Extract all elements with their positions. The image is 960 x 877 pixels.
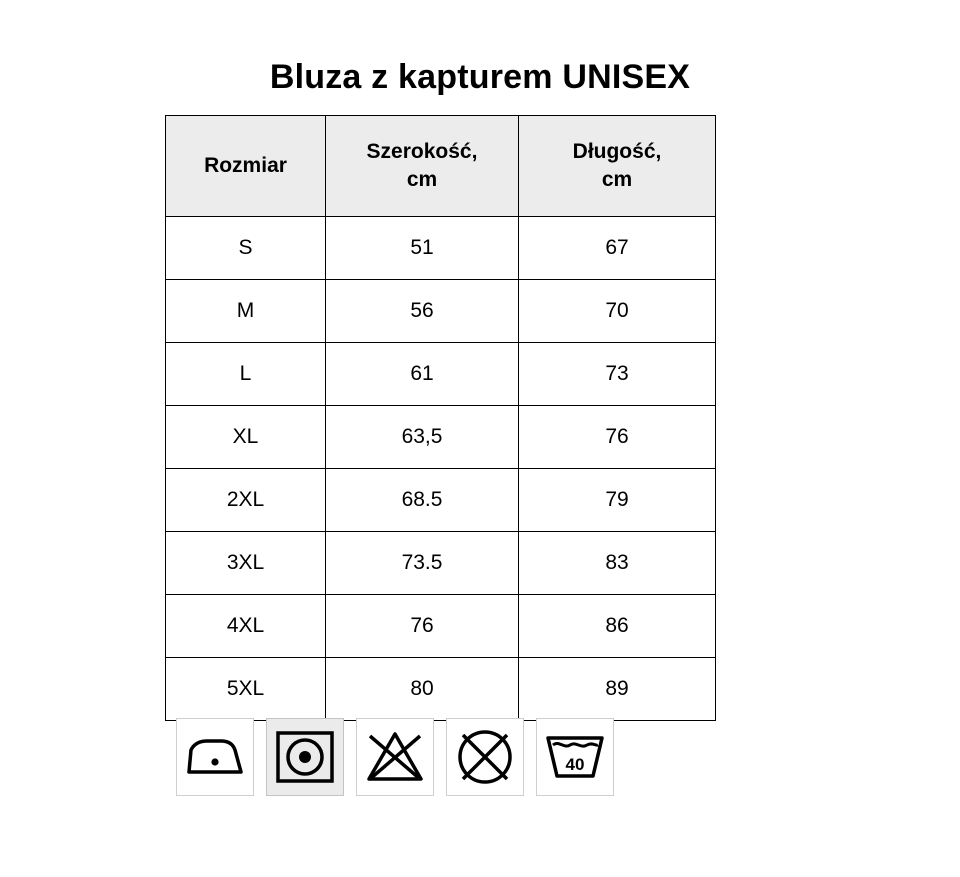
cell-size: 3XL <box>166 532 326 595</box>
table-header-row <box>166 116 716 217</box>
table-row <box>166 532 716 595</box>
cell-length: 67 <box>519 217 716 280</box>
cell-size: 5XL <box>166 658 326 721</box>
cell-width: 73.5 <box>326 532 519 595</box>
do-not-bleach-icon <box>356 718 434 796</box>
table-row <box>166 406 716 469</box>
table-row <box>166 280 716 343</box>
column-header-size <box>166 116 326 217</box>
cell-size: S <box>166 217 326 280</box>
column-header-width-line1: Szerokość, <box>366 139 478 163</box>
cell-length: 73 <box>519 343 716 406</box>
column-header-width-line2: cm <box>406 168 438 191</box>
wash-40-icon <box>536 718 614 796</box>
column-header-size-line1: Rozmiar <box>204 153 287 177</box>
cell-width: 56 <box>326 280 519 343</box>
cell-length: 89 <box>519 658 716 721</box>
cell-length: 79 <box>519 469 716 532</box>
do-not-dry-clean-icon <box>446 718 524 796</box>
column-header-length-line1: Długość, <box>572 139 662 163</box>
table-row <box>166 469 716 532</box>
cell-width: 61 <box>326 343 519 406</box>
size-table <box>165 115 716 721</box>
cell-width: 76 <box>326 595 519 658</box>
cell-length: 76 <box>519 406 716 469</box>
cell-width: 68.5 <box>326 469 519 532</box>
table-row <box>166 343 716 406</box>
cell-width: 80 <box>326 658 519 721</box>
page-title: Bluza z kapturem UNISEX <box>269 58 691 96</box>
wash-temperature-label: 40 <box>565 755 585 774</box>
cell-size: M <box>166 280 326 343</box>
iron-one-dot-icon <box>176 718 254 796</box>
table-row <box>166 217 716 280</box>
care-symbols-row <box>176 718 614 796</box>
cell-width: 51 <box>326 217 519 280</box>
cell-length: 83 <box>519 532 716 595</box>
table-row <box>166 595 716 658</box>
column-header-length <box>519 116 716 217</box>
cell-length: 70 <box>519 280 716 343</box>
cell-size: 2XL <box>166 469 326 532</box>
column-header-length-line2: cm <box>601 168 633 191</box>
cell-size: 4XL <box>166 595 326 658</box>
tumble-dry-normal-icon <box>266 718 344 796</box>
cell-size: L <box>166 343 326 406</box>
cell-width: 63,5 <box>326 406 519 469</box>
cell-length: 86 <box>519 595 716 658</box>
cell-size: XL <box>166 406 326 469</box>
column-header-width <box>326 116 519 217</box>
table-row <box>166 658 716 721</box>
